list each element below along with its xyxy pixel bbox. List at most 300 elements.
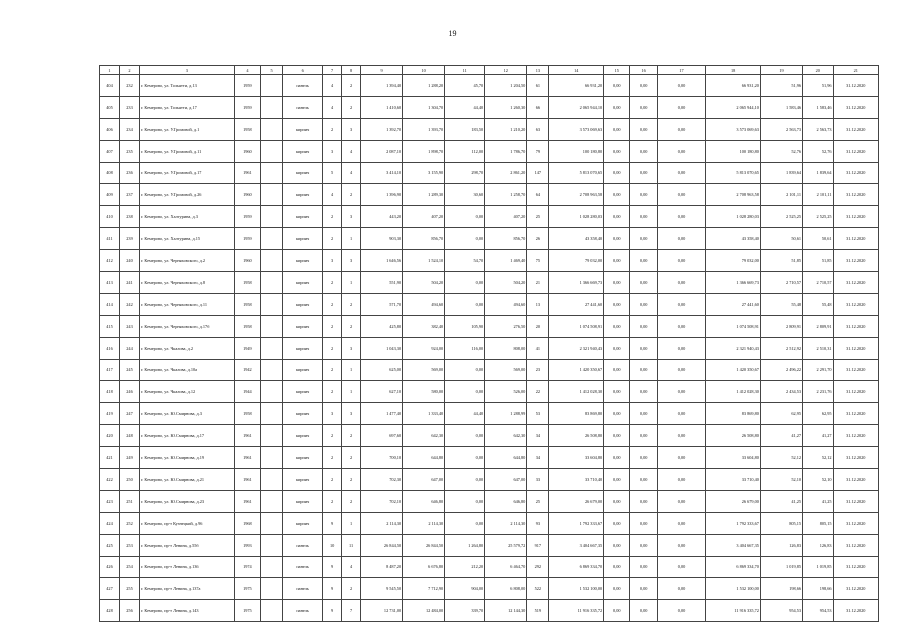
table-cell: 407 — [100, 140, 120, 162]
table-cell: 11 — [342, 534, 361, 556]
table-cell: 0,00 — [657, 381, 705, 403]
table-row — [100, 447, 879, 469]
table-cell: 0,00 — [604, 447, 630, 469]
table-cell: 256 — [120, 600, 140, 622]
column-number-row — [100, 66, 879, 75]
table-cell: 3 — [323, 140, 342, 162]
table-cell: 243 — [120, 315, 140, 337]
table-cell: 198,66 — [803, 578, 834, 600]
table-cell: 0,00 — [657, 512, 705, 534]
table-cell: 0,00 — [657, 184, 705, 206]
table-cell: 31.12.2020 — [833, 118, 878, 140]
table-cell: 27 441,60 — [549, 293, 604, 315]
table-cell: панель — [283, 534, 323, 556]
table-cell: панель — [283, 600, 323, 622]
table-row — [100, 359, 879, 381]
table-cell: 44,40 — [445, 96, 485, 118]
table-cell: 26 844,50 — [403, 534, 445, 556]
table-cell: 0,00 — [604, 75, 630, 97]
table-cell: 31.12.2020 — [833, 228, 878, 250]
table-cell: 0,00 — [630, 556, 657, 578]
table-cell: 1942 — [234, 359, 260, 381]
table-cell: 9 — [323, 512, 342, 534]
table-cell: 0,00 — [604, 206, 630, 228]
table-cell: 0,00 — [604, 578, 630, 600]
table-cell: 237 — [120, 184, 140, 206]
table-cell: 55,48 — [803, 293, 834, 315]
table-cell: 571,70 — [361, 293, 403, 315]
table-cell: 646,80 — [485, 490, 527, 512]
table-cell: 0,00 — [657, 447, 705, 469]
table-cell: 0,00 — [604, 96, 630, 118]
table-cell: 11 916 335,72 — [706, 600, 761, 622]
table-cell: 53 — [527, 403, 549, 425]
table-cell: 412 — [100, 250, 120, 272]
table-cell: 3 — [342, 403, 361, 425]
table-cell: 1949 — [234, 337, 260, 359]
table-cell: 1961 — [234, 469, 260, 491]
table-cell: 41,25 — [760, 490, 802, 512]
table-cell: 1 396,90 — [361, 184, 403, 206]
table-cell: 83 869,80 — [706, 403, 761, 425]
address-cell: г. Кемерово, ул. Черняховского, д.2 — [140, 250, 235, 272]
table-cell: 11 916 335,72 — [549, 600, 604, 622]
table-cell: 2 710,57 — [803, 272, 834, 294]
table-cell: 0,00 — [657, 206, 705, 228]
table-cell: 1958 — [234, 118, 260, 140]
table-cell — [261, 96, 283, 118]
table-cell: 0,00 — [445, 293, 485, 315]
table-cell: 0,00 — [604, 337, 630, 359]
table-cell: 3 414,10 — [361, 162, 403, 184]
table-cell: 0,00 — [630, 381, 657, 403]
table-cell: 0,00 — [604, 381, 630, 403]
table-cell: 0,00 — [657, 534, 705, 556]
housing-repair-table — [99, 65, 879, 622]
table-cell: 26 844,50 — [361, 534, 403, 556]
address-cell: г. Кемерово, пр-т Кузнецкий, д.96 — [140, 512, 235, 534]
table-cell — [261, 162, 283, 184]
table-cell: 1 043,30 — [361, 337, 403, 359]
table-cell: 1944 — [234, 381, 260, 403]
table-cell: 1 394,40 — [361, 75, 403, 97]
address-cell: г. Кемерово, пр-т Ленина, д.137а — [140, 578, 235, 600]
table-cell: 0,00 — [657, 578, 705, 600]
table-cell: 0,00 — [630, 250, 657, 272]
table-cell: 1 420 350,67 — [706, 359, 761, 381]
table-cell: 0,00 — [604, 600, 630, 622]
page-number: 19 — [448, 29, 457, 38]
column-header: 15 — [604, 66, 630, 75]
table-cell: 0,00 — [630, 600, 657, 622]
table-cell: панель — [283, 578, 323, 600]
table-cell: 0,00 — [630, 184, 657, 206]
table-cell: 1 366 669,73 — [549, 272, 604, 294]
table-cell: 405 — [100, 96, 120, 118]
table-cell: 416 — [100, 337, 120, 359]
table-cell: 52,76 — [760, 140, 802, 162]
table-cell: 1959 — [234, 96, 260, 118]
table-cell: 31.12.2020 — [833, 206, 878, 228]
table-cell: 1 532 100,00 — [706, 578, 761, 600]
table-cell: 1968 — [234, 512, 260, 534]
table-cell: 66 — [527, 96, 549, 118]
table-cell: панель — [283, 96, 323, 118]
table-cell: кирпич — [283, 490, 323, 512]
table-cell: 0,00 — [445, 512, 485, 534]
table-cell: 1 210,20 — [485, 118, 527, 140]
table-cell: 31.12.2020 — [833, 403, 878, 425]
address-cell: г. Кемерово, ул. Ю.Смирнова, д.23 — [140, 490, 235, 512]
table-cell: 3 — [323, 250, 342, 272]
table-cell: 522 — [527, 578, 549, 600]
table-cell: 276,50 — [485, 315, 527, 337]
table-cell: 31.12.2020 — [833, 556, 878, 578]
table-cell: 519 — [527, 600, 549, 622]
table-cell: 239 — [120, 228, 140, 250]
address-cell: г. Кемерово, ул. Черняховского, д.8 — [140, 272, 235, 294]
table-cell: 2 — [323, 293, 342, 315]
table-cell — [261, 250, 283, 272]
table-row — [100, 293, 879, 315]
table-cell: 235 — [120, 140, 140, 162]
table-cell: 41 — [527, 337, 549, 359]
address-cell: г. Кемерово, ул. Чкалова, д.2 — [140, 337, 235, 359]
table-cell: 0,00 — [604, 293, 630, 315]
table-row — [100, 75, 879, 97]
table-cell: 0,00 — [657, 293, 705, 315]
table-cell: 62,95 — [760, 403, 802, 425]
table-cell — [261, 512, 283, 534]
address-cell: г. Кемерово, пр-т Ленина, д.143 — [140, 600, 235, 622]
table-cell — [261, 140, 283, 162]
table-cell: 25 — [527, 490, 549, 512]
table-cell: 1960 — [234, 184, 260, 206]
table-cell: 31.12.2020 — [833, 75, 878, 97]
table-cell: 2 510,31 — [803, 337, 834, 359]
table-cell: 954,53 — [760, 600, 802, 622]
table-cell: 702,30 — [361, 469, 403, 491]
table-cell: 0,00 — [604, 469, 630, 491]
column-header: 8 — [342, 66, 361, 75]
table-cell: 1958 — [234, 403, 260, 425]
table-cell: 1958 — [234, 293, 260, 315]
table-cell: 0,00 — [630, 272, 657, 294]
table-cell: 41,27 — [803, 425, 834, 447]
table-cell: 31.12.2020 — [833, 337, 878, 359]
table-cell: 51,85 — [803, 250, 834, 272]
table-cell: 580,00 — [403, 381, 445, 403]
table-cell — [261, 447, 283, 469]
table-cell: 2 — [342, 315, 361, 337]
table-cell: 6 869 334,70 — [549, 556, 604, 578]
table-cell: 147 — [527, 162, 549, 184]
table-cell: 954,53 — [803, 600, 834, 622]
table-row — [100, 490, 879, 512]
table-cell: 254 — [120, 556, 140, 578]
table-cell: 253 — [120, 534, 140, 556]
table-cell: 64 — [527, 184, 549, 206]
table-cell: 2 — [323, 337, 342, 359]
table-cell: 52,76 — [803, 140, 834, 162]
table-cell: 116,00 — [445, 337, 485, 359]
table-cell: 2 — [342, 96, 361, 118]
table-cell: 2 — [342, 447, 361, 469]
table-cell: 3 155,90 — [403, 162, 445, 184]
table-body — [100, 75, 879, 622]
address-cell: г. Кемерово, ул. Черняховского, д.11 — [140, 293, 235, 315]
table-cell: 2 861,20 — [485, 162, 527, 184]
table-cell: 414 — [100, 293, 120, 315]
table-cell: 31.12.2020 — [833, 381, 878, 403]
table-cell — [261, 600, 283, 622]
table-cell: 642,30 — [485, 425, 527, 447]
address-cell: г. Кемерово, ул. Халтурина, д.15 — [140, 228, 235, 250]
table-cell: 1975 — [234, 578, 260, 600]
table-cell — [261, 75, 283, 97]
table-cell: 31.12.2020 — [833, 162, 878, 184]
table-cell: 1 583,46 — [760, 96, 802, 118]
table-cell: 2 — [323, 228, 342, 250]
table-cell: 1 019,85 — [803, 556, 834, 578]
table-cell: 0,00 — [630, 490, 657, 512]
table-cell: 240 — [120, 250, 140, 272]
table-cell: 1 412 028,30 — [706, 381, 761, 403]
table-cell: 3 573 069,63 — [706, 118, 761, 140]
table-cell: 805,15 — [803, 512, 834, 534]
table-cell: 0,00 — [445, 359, 485, 381]
table-row — [100, 600, 879, 622]
table-cell: 0,00 — [445, 469, 485, 491]
column-header: 4 — [234, 66, 260, 75]
table-cell: 198,66 — [760, 578, 802, 600]
table-cell: 504,20 — [403, 272, 445, 294]
table-cell: 1 028 280,03 — [549, 206, 604, 228]
table-cell: 1 469,40 — [485, 250, 527, 272]
table-cell: кирпич — [283, 140, 323, 162]
table-cell: 0,00 — [630, 118, 657, 140]
table-cell: 856,70 — [485, 228, 527, 250]
table-cell: 50,61 — [760, 228, 802, 250]
address-cell: г. Кемерово, ул. Ю.Смирнова, д.3 — [140, 403, 235, 425]
table-cell: 9 — [323, 578, 342, 600]
table-cell: 647,00 — [485, 469, 527, 491]
table-cell: 5 813 070,65 — [549, 162, 604, 184]
table-cell: 382,40 — [403, 315, 445, 337]
table-cell: 31.12.2020 — [833, 250, 878, 272]
address-cell: г. Кемерово, пр-т Ленина, д.136 — [140, 556, 235, 578]
table-cell: 44,40 — [445, 403, 485, 425]
table-cell: 0,00 — [604, 184, 630, 206]
table-cell: 0,00 — [630, 534, 657, 556]
table-cell: 234 — [120, 118, 140, 140]
table-row — [100, 337, 879, 359]
table-cell: 3 — [342, 250, 361, 272]
table-cell: 1961 — [234, 490, 260, 512]
table-cell: 2 — [323, 425, 342, 447]
table-cell: 1 289,30 — [403, 184, 445, 206]
table-cell: 418 — [100, 381, 120, 403]
address-cell: г. Кемерово, ул. Тольятти, д.17 — [140, 96, 235, 118]
table-cell: 2 — [342, 184, 361, 206]
table-cell: 407,20 — [403, 206, 445, 228]
table-cell: 22 — [527, 381, 549, 403]
table-cell: 9 545,50 — [361, 578, 403, 600]
table-cell: 247 — [120, 403, 140, 425]
table-cell: 31.12.2020 — [833, 272, 878, 294]
table-cell: 1 — [342, 359, 361, 381]
table-cell: 0,00 — [604, 162, 630, 184]
table-cell: 0,00 — [630, 403, 657, 425]
table-cell: 0,00 — [604, 228, 630, 250]
table-cell: 0,00 — [657, 337, 705, 359]
table-cell: 33 604,80 — [549, 447, 604, 469]
address-cell: г. Кемерово, ул. У.Громовой, д.11 — [140, 140, 235, 162]
table-cell: 0,00 — [445, 425, 485, 447]
table-cell: 0,00 — [604, 118, 630, 140]
table-cell: 2 087,10 — [361, 140, 403, 162]
table-cell: 244 — [120, 337, 140, 359]
table-cell: 0,00 — [604, 490, 630, 512]
table-cell: 6 676,80 — [403, 556, 445, 578]
table-cell: 2 — [323, 469, 342, 491]
table-cell: 0,00 — [657, 490, 705, 512]
table-cell: 4 — [342, 140, 361, 162]
address-cell: г. Кемерово, ул. Черняховского, д.17б — [140, 315, 235, 337]
address-cell: г. Кемерово, ул. Ю.Смирнова, д.21 — [140, 469, 235, 491]
table-cell: 569,00 — [403, 359, 445, 381]
table-cell: 25 579,72 — [485, 534, 527, 556]
table-cell: 1 786,70 — [485, 140, 527, 162]
column-header: 9 — [361, 66, 403, 75]
table-cell: 2 496,22 — [760, 359, 802, 381]
table-cell: 0,00 — [604, 250, 630, 272]
table-cell: 0,00 — [604, 556, 630, 578]
table-cell: 0,00 — [657, 118, 705, 140]
table-row — [100, 184, 879, 206]
table-cell: 2 321 940,43 — [549, 337, 604, 359]
table-cell: 4 — [342, 556, 361, 578]
table-cell: 0,00 — [604, 315, 630, 337]
table-cell: 0,00 — [630, 140, 657, 162]
table-cell: 0,00 — [657, 140, 705, 162]
table-cell: 41,27 — [760, 425, 802, 447]
table-cell: 0,00 — [657, 272, 705, 294]
table-cell: 233 — [120, 96, 140, 118]
table-cell — [261, 469, 283, 491]
table-cell: 31.12.2020 — [833, 534, 878, 556]
table-cell — [261, 315, 283, 337]
table-row — [100, 403, 879, 425]
table-cell: 423 — [100, 490, 120, 512]
table-cell: кирпич — [283, 381, 323, 403]
table-cell: 5 — [323, 162, 342, 184]
table-row — [100, 578, 879, 600]
table-cell: 1 583,46 — [803, 96, 834, 118]
table-cell: 26 508,80 — [549, 425, 604, 447]
table-cell — [261, 556, 283, 578]
table-cell: 0,00 — [630, 206, 657, 228]
column-header: 14 — [549, 66, 604, 75]
table-cell: 1 288,20 — [403, 75, 445, 97]
table-cell: 1 392,70 — [361, 118, 403, 140]
table-cell: 2 — [323, 447, 342, 469]
table-row — [100, 425, 879, 447]
column-header: 5 — [261, 66, 283, 75]
table-cell: 31.12.2020 — [833, 469, 878, 491]
table-cell: 1 074 508,91 — [706, 315, 761, 337]
table-cell: 0,00 — [657, 556, 705, 578]
table-cell: 808,00 — [485, 337, 527, 359]
table-cell: кирпич — [283, 447, 323, 469]
table-cell: 2 — [323, 490, 342, 512]
table-cell: 7 712,90 — [403, 578, 445, 600]
table-row — [100, 228, 879, 250]
table-cell: 856,70 — [403, 228, 445, 250]
table-cell: 245 — [120, 359, 140, 381]
table-cell: 2 809,91 — [803, 315, 834, 337]
column-header: 20 — [803, 66, 834, 75]
table-cell: 33 604,80 — [706, 447, 761, 469]
table-cell: 2 563,73 — [760, 118, 802, 140]
table-cell: 0,00 — [657, 425, 705, 447]
table-cell: кирпич — [283, 315, 323, 337]
table-cell: 2 065 944,10 — [706, 96, 761, 118]
table-cell: 2 — [342, 425, 361, 447]
table-cell: 0,00 — [630, 162, 657, 184]
table-cell: 2 321 940,43 — [706, 337, 761, 359]
table-row — [100, 140, 879, 162]
table-cell: 526,00 — [485, 381, 527, 403]
table-cell: 5 813 070,65 — [706, 162, 761, 184]
table-cell: 236 — [120, 162, 140, 184]
table-cell: 644,80 — [403, 447, 445, 469]
table-cell: 10 — [323, 534, 342, 556]
table-cell: 421 — [100, 447, 120, 469]
table-cell: 2 — [323, 272, 342, 294]
table-cell: 52,10 — [803, 469, 834, 491]
table-cell: 31.12.2020 — [833, 600, 878, 622]
table-cell: 702,10 — [361, 490, 403, 512]
table-cell: 2 — [323, 359, 342, 381]
table-cell: 1993 — [234, 534, 260, 556]
table-cell: 2 — [323, 206, 342, 228]
table-cell: 1 646,56 — [361, 250, 403, 272]
table-cell: 422 — [100, 469, 120, 491]
table-cell: 1 028 280,03 — [706, 206, 761, 228]
table-cell: 1 524,10 — [403, 250, 445, 272]
table-cell: 4 — [323, 75, 342, 97]
table-cell: 426 — [100, 556, 120, 578]
table-cell: 249 — [120, 447, 140, 469]
table-cell: 0,00 — [445, 272, 485, 294]
column-header: 11 — [445, 66, 485, 75]
address-cell: г. Кемерово, ул. Халтурина, д.3 — [140, 206, 235, 228]
table-cell — [261, 118, 283, 140]
table-cell: 31.12.2020 — [833, 293, 878, 315]
table-cell: 232 — [120, 75, 140, 97]
table-cell: 406 — [100, 118, 120, 140]
table-cell: 3 — [342, 118, 361, 140]
table-cell: 1975 — [234, 600, 260, 622]
table-cell: 0,00 — [630, 578, 657, 600]
address-cell: г. Кемерово, ул. У.Громовой, д.17 — [140, 162, 235, 184]
table-row — [100, 96, 879, 118]
table-cell: 504,20 — [485, 272, 527, 294]
table-cell: 45,70 — [445, 75, 485, 97]
table-cell: панель — [283, 75, 323, 97]
table-cell: 2 101,11 — [760, 184, 802, 206]
